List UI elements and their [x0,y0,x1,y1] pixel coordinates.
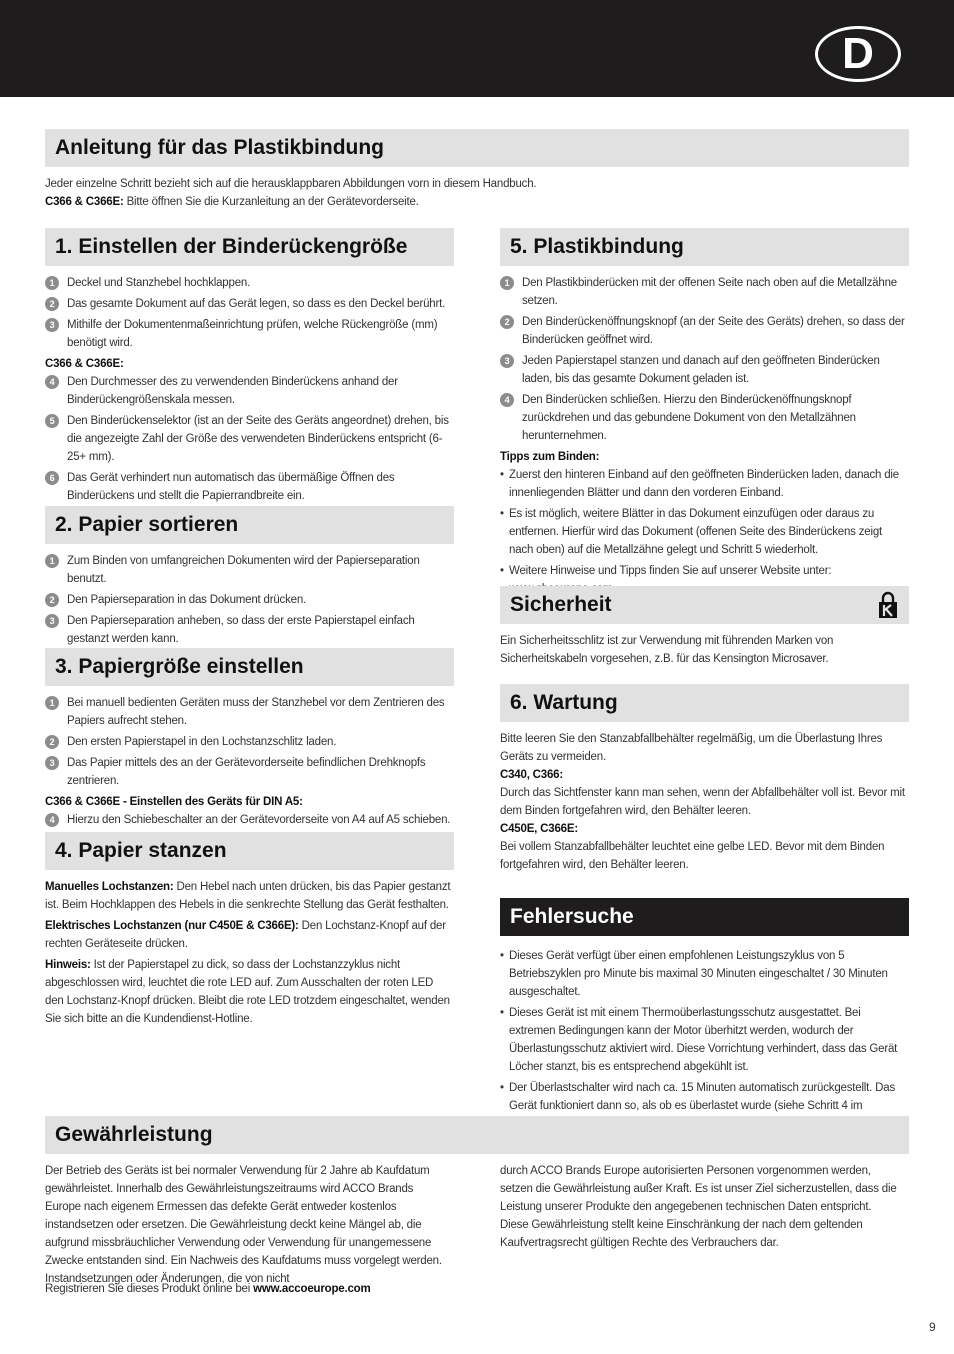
section-title: 4. Papier stanzen [55,839,227,862]
section-header-warranty [45,1116,909,1154]
step-item [45,274,454,292]
section-title: Anleitung für das Plastikbindung [55,136,385,159]
step-text: Zum Binden von umfangreichen Dokumenten wird der Papierseparation benutzt. [67,555,420,585]
bullet-item: • Dieses Gerät ist mit einem Thermoüberlastungsschutz ausgestattet. Bei extremen Bedingungen kann der Motor überhitzt werden, wodurch der Überlastungsschutz aktiviert wird. Diese Vorrichtung verhindert, dass das Gerät Löcher stanzt, bis es entsprechend abgekühlt ist. [500,1004,909,1076]
step-number: 2 [500,315,514,329]
section-title: 1. Einstellen der Binderückengröße [55,235,408,258]
step-number: 3 [45,756,59,770]
paragraph-label: Hinweis: [45,959,91,971]
top-banner [0,0,954,97]
kensington-lock-icon [877,591,899,619]
register-link[interactable]: www.accoeurope.com [253,1283,371,1295]
sub-heading: C340, C366: [500,769,564,781]
section-body-plastic-binding [500,274,909,601]
intro-line-text: Bitte öffnen Sie die Kurzanleitung an der Gerätevorderseite. [123,196,419,208]
step-item [500,391,909,445]
step-item [500,274,909,310]
step-number: 1 [45,554,59,568]
register-text: Registrieren Sie dieses Produkt online bei [45,1283,254,1295]
step-number: 6 [45,471,59,485]
paragraph-label: Elektrisches Lochstanzen (nur C450E & C366E): [45,920,299,932]
warranty-column-left [45,1162,445,1288]
bullet-item: • Weitere Hinweise und Tipps finden Sie auf unserer Website unter: [500,562,909,598]
step-item [45,295,454,313]
paragraph-label: Manuelles Lochstanzen: [45,881,174,893]
section-header-troubleshooting [500,898,909,936]
step-text: Das gesamte Dokument auf das Gerät legen, so dass es den Deckel berührt. [67,298,446,310]
warranty-column-right [500,1162,900,1252]
paragraph-text: Bitte leeren Sie den Stanzabfallbehälter regelmäßig, um die Überlastung Ihres Geräts zu vermeiden. [500,733,883,763]
section-header-paper-size [45,648,454,686]
step-text: Hierzu den Schiebeschalter an der Gerätevorderseite von A4 auf A5 schieben. [67,814,451,826]
step-item [45,469,454,505]
step-text: Den Plastikbinderücken mit der offenen Seite nach oben auf die Metallzähne setzen. [522,277,897,307]
section-header-punch-paper [45,832,454,870]
step-number: 1 [45,276,59,290]
section-body-paper-size [45,694,454,832]
step-text: Den ersten Papierstapel in den Lochstanzschlitz laden. [67,736,337,748]
step-number: 2 [45,735,59,749]
step-text: Den Papierseparation in das Dokument drücken. [67,594,307,606]
step-text: Mithilfe der Dokumentenmaßeinrichtung prüfen, welche Rückengröße (mm) benötigt wird. [67,319,438,349]
paragraph-text: Ein Sicherheitsschlitz ist zur Verwendung mit führenden Marken von Sicherheitskabeln vorgesehen, z.B. für das Kensington Microsaver. [500,635,834,665]
section-header-binding-size [45,228,454,266]
step-number: 4 [45,813,59,827]
step-item [45,733,454,751]
section-body-security [500,632,909,668]
paragraph-text: Der Betrieb des Geräts ist bei normaler Verwendung für 2 Jahre ab Kaufdatum gewährleistet. Innerhalb des Gewährleistungszeitraums wird ACCO Brands Europe nach eigenem Ermessen das defekte Gerät entweder kostenlos instandsetzen oder ersetzen. Die Gewährleistung deckt keine Mängel ab, die aufgrund missbräuchlicher Verwendung oder Verwendung für unangemessene Zwecke entstanden sind. Ein Nachweis des Kaufdatums muss vorgelegt werden. Instandsetzungen oder Änderungen, die von nicht [45,1165,442,1285]
step-text: Jeden Papierstapel stanzen und danach auf den geöffneten Binderücken laden, bis das gesamte Dokument geladen ist. [522,355,880,385]
paragraph-text: Den Lochstanz-Knopf auf der rechten Geräteseite drücken. [45,920,446,950]
section-body-sort-paper [45,552,454,651]
step-text: Den Papierseparation anheben, so dass der erste Papierstapel einfach gestanzt werden kann. [67,615,415,645]
section-body-maintenance [500,730,909,874]
section-title: 6. Wartung [510,691,618,714]
section-body-binding-size [45,274,454,508]
sub-heading: Tipps zum Binden: [500,451,600,463]
section-title: 5. Plastikbindung [510,235,684,258]
step-text: Deckel und Stanzhebel hochklappen. [67,277,251,289]
section-body-punch-paper [45,878,454,1028]
step-text: Den Binderücken schließen. Hierzu den Binderückenöffnungsknopf zurückdrehen und das gebundene Dokument von den Metallzähnen herunternehmen. [522,394,856,442]
section-header-intro [45,129,909,167]
step-number: 5 [45,414,59,428]
sub-heading: C366 & C366E - Einstellen des Geräts für DIN A5: [45,796,303,808]
step-number: 1 [500,276,514,290]
step-text: Den Binderückenöffnungsknopf (an der Seite des Geräts) drehen, so dass der Binderücken geöffnet wird. [522,316,905,346]
step-number: 3 [500,354,514,368]
register-line [45,1280,645,1298]
step-number: 2 [45,593,59,607]
step-text: Das Gerät verhindert nun automatisch das übermäßige Öffnen des Binderückens und stellt die Papierrandbreite ein. [67,472,395,502]
sub-heading: C450E, C366E: [500,823,578,835]
paragraph-text: durch ACCO Brands Europe autorisierten Personen vorgenommen werden, setzen die Gewährleistung außer Kraft. Es ist unser Ziel sicherzustellen, dass die Leistung unserer Produkte den angegebenen technischen Daten entspricht. Diese Gewährleistung stellt keine Einschränkung der nach dem geltenden Kaufvertragsrecht gültigen Rechte des Verbrauchers dar. [500,1165,897,1249]
step-text: Den Durchmesser des zu verwendenden Binderückens anhand der Binderückengrößenskala messen. [67,376,398,406]
step-number: 1 [45,696,59,710]
section-title: Gewährleistung [55,1123,213,1146]
sub-heading: C366 & C366E: [45,358,124,370]
paragraph [45,917,454,953]
section-header-plastic-binding [500,228,909,266]
paragraph [45,878,454,914]
step-text: Bei manuell bedienten Geräten muss der Stanzhebel vor dem Zentrieren des Papiers aufrecht stehen. [67,697,445,727]
bullet-item: • Der Überlastschalter wird nach ca. 15 Minuten automatisch zurückgestellt. Das Gerät funktioniert dann so, als ob es überlastet wurde (siehe Schritt 4 im [500,1079,909,1133]
step-item [45,811,454,829]
language-badge: D [815,26,901,82]
paragraph-text: Durch das Sichtfenster kann man sehen, wenn der Abfallbehälter voll ist. Bevor mit dem Binden fortgefahren wird, den Behälter leeren. [500,787,905,817]
paragraph-text: Den Hebel nach unten drücken, bis das Papier gestanzt ist. Beim Hochklappen des Hebels in die senkrechte Stellung das Gerät festhalten. [45,881,451,911]
step-item [45,754,454,790]
step-item [45,591,454,609]
step-item [45,552,454,588]
step-text: Den Binderückenselektor (ist an der Seite des Geräts angeordnet) drehen, bis die angezeigte Zahl der Größe des verwendeten Binderückens entspricht (6-25+ mm). [67,415,449,463]
step-item [45,694,454,730]
bullet-item: • Zuerst den hinteren Einband auf den geöffneten Binderücken laden, danach die innenliegenden Blätter und dann den vorderen Einband. [500,466,909,502]
paragraph-text: Ist der Papierstapel zu dick, so dass der Lochstanzzyklus nicht abgeschlossen wird, leuchtet die rote LED auf. Zum Ausschalten der roten LED den Lochstanz-Knopf drücken. Bleibt die rote LED trotzdem eingeschaltet, wenden Sie sich bitte an die Kundendienst-Hotline. [45,959,450,1025]
page-number: 9 [929,1320,936,1334]
section-header-security [500,586,909,624]
section-title: 3. Papiergröße einstellen [55,655,304,678]
section-title: 2. Papier sortieren [55,513,239,536]
step-item [45,373,454,409]
step-number: 2 [45,297,59,311]
step-item [500,313,909,349]
section-body-troubleshooting [500,947,909,1136]
intro-line: Jeder einzelne Schritt bezieht sich auf die herausklappbaren Abbildungen vorn in diesem Handbuch. [45,178,537,190]
step-text: Das Papier mittels des an der Gerätevorderseite befindlichen Drehknopfs zentrieren. [67,757,426,787]
step-number: 3 [45,318,59,332]
intro-line [45,193,909,211]
step-item [45,612,454,648]
step-number: 4 [500,393,514,407]
step-item [45,316,454,352]
step-number: 4 [45,375,59,389]
step-item [45,412,454,466]
intro-text [45,175,909,211]
bullet-item: • Dieses Gerät verfügt über einen empfohlenen Leistungszyklus von 5 Betriebszyklen pro Minute bis maximal 30 Minuten eingeschaltet / 30 Minuten ausgeschaltet. [500,947,909,1001]
bullet-item: • Es ist möglich, weitere Blätter in das Dokument einzufügen oder daraus zu entfernen. Hierfür wird das Dokument (offenen Seite des Binderückens zeigt nach oben) auf die Metallzähne gelegt und Schritt 5 wiederholt. [500,505,909,559]
section-header-maintenance [500,684,909,722]
paragraph [45,956,454,1028]
section-title: Sicherheit [510,593,612,616]
paragraph-text: Bei vollem Stanzabfallbehälter leuchtet eine gelbe LED. Bevor mit dem Binden fortgefahren wird, den Behälter leeren. [500,841,885,871]
model-label: C366 & C366E: [45,196,124,208]
step-item [500,352,909,388]
section-title: Fehlersuche [510,905,634,928]
section-header-sort-paper [45,506,454,544]
step-number: 3 [45,614,59,628]
